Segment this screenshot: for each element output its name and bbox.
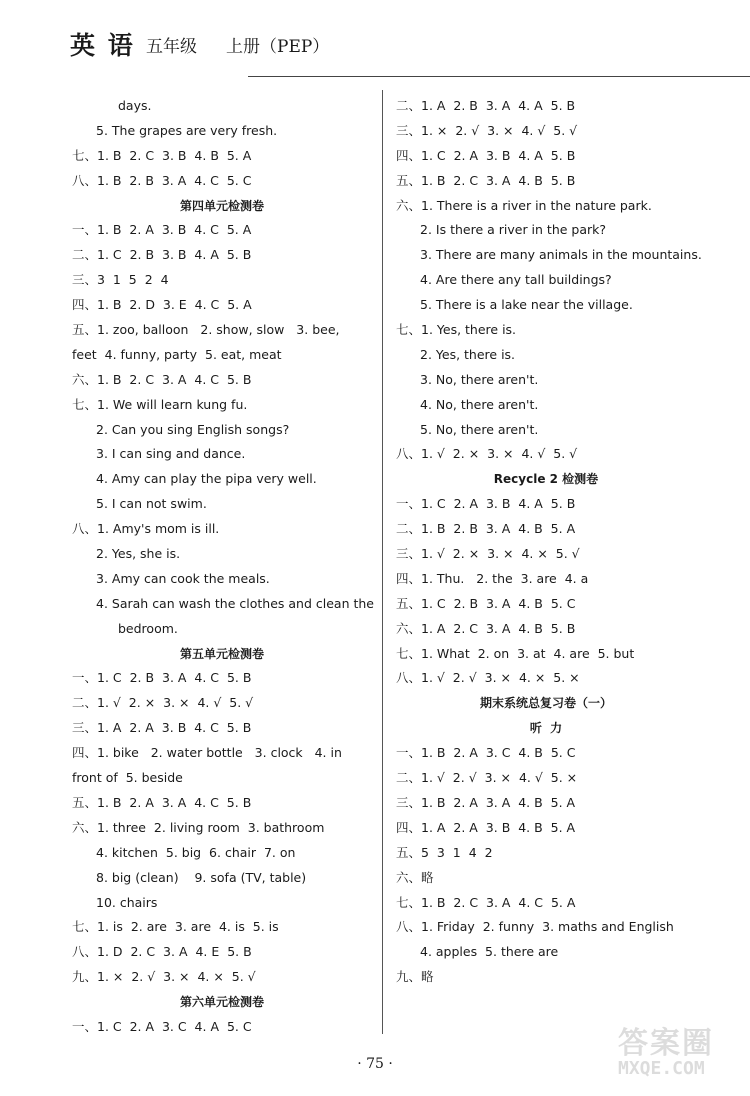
section-heading: 第五单元检测卷 <box>179 646 264 661</box>
answer-line: 八、1. Friday 2. funny 3. maths and English <box>396 919 674 935</box>
answer-line: feet 4. funny, party 5. eat, meat <box>72 346 282 362</box>
answer-line: 3. I can sing and dance. <box>96 446 246 462</box>
section-heading: 第四单元检测卷 <box>179 198 264 213</box>
answer-line: 二、1. B 2. B 3. A 4. B 5. A <box>396 521 576 537</box>
answer-line: 一、1. B 2. A 3. B 4. C 5. A <box>72 222 252 238</box>
answer-line: 七、1. B 2. C 3. A 4. C 5. A <box>396 894 576 910</box>
section-heading: 第六单元检测卷 <box>179 995 264 1010</box>
answer-line: 八、1. Amy's mom is ill. <box>72 521 220 537</box>
answer-line: 七、1. B 2. C 3. B 4. B 5. A <box>72 147 252 163</box>
header-subject: 英 语 <box>70 31 135 60</box>
answer-line: days. <box>118 98 152 113</box>
answer-line: 4. apples 5. there are <box>420 944 559 960</box>
answer-line: 4. Amy can play the pipa very well. <box>96 471 317 487</box>
answer-line: 一、1. C 2. A 3. C 4. A 5. C <box>72 1018 252 1034</box>
answer-line: 五、1. B 2. A 3. A 4. C 5. B <box>72 794 252 810</box>
answer-line: 七、1. We will learn kung fu. <box>72 396 248 412</box>
answer-line: 二、1. √ 2. √ 3. × 4. √ 5. × <box>396 770 578 786</box>
answer-line: 3. Amy can cook the meals. <box>96 570 270 586</box>
answer-line: 八、1. √ 2. √ 3. × 4. × 5. × <box>396 670 580 686</box>
answer-line: 五、1. zoo, balloon 2. show, slow 3. bee, <box>72 322 340 338</box>
answer-line: 5. The grapes are very fresh. <box>96 122 278 138</box>
answer-line: 四、1. B 2. D 3. E 4. C 5. A <box>72 297 252 313</box>
answer-line: 七、1. Yes, there is. <box>396 322 517 338</box>
answer-line: 一、1. C 2. B 3. A 4. C 5. B <box>72 670 252 686</box>
answer-line: 六、1. A 2. C 3. A 4. B 5. B <box>396 620 576 636</box>
answer-line: 六、1. B 2. C 3. A 4. C 5. B <box>72 371 252 387</box>
answer-line: 二、1. √ 2. × 3. × 4. √ 5. √ <box>72 695 254 711</box>
answer-line: 三、1. × 2. √ 3. × 4. √ 5. √ <box>396 122 578 138</box>
answer-line: 四、1. Thu. 2. the 3. are 4. a <box>396 570 589 586</box>
answer-line: 2. Yes, she is. <box>96 546 181 562</box>
answer-line: bedroom. <box>118 620 178 636</box>
header-grade: 五年级 <box>146 37 197 57</box>
answer-line: 4. Are there any tall buildings? <box>420 272 612 288</box>
answer-line: 3. No, there aren't. <box>420 371 539 387</box>
answer-line: 2. Is there a river in the park? <box>420 222 607 238</box>
left-column <box>72 94 372 1040</box>
answer-line: 二、1. C 2. B 3. B 4. A 5. B <box>72 247 252 263</box>
answer-line: 三、1. A 2. A 3. B 4. C 5. B <box>72 720 252 736</box>
answer-line: 六、1. There is a river in the nature park. <box>396 197 652 213</box>
answer-line: 5. I can not swim. <box>96 496 207 512</box>
answer-line: 九、略 <box>396 969 434 985</box>
answer-line: 五、1. C 2. B 3. A 4. B 5. C <box>396 595 576 611</box>
right-column <box>396 94 702 990</box>
watermark-bottom: MXQE.COM <box>618 1058 705 1079</box>
answer-line: 三、1. √ 2. × 3. × 4. × 5. √ <box>396 546 580 562</box>
answer-line: 五、5 3 1 4 2 <box>396 844 493 860</box>
answer-line: 3. There are many animals in the mountains. <box>420 247 702 263</box>
answer-line: 七、1. What 2. on 3. at 4. are 5. but <box>396 645 635 661</box>
answer-line: 六、1. three 2. living room 3. bathroom <box>72 819 325 835</box>
answer-line: 八、1. B 2. B 3. A 4. C 5. C <box>72 172 252 188</box>
answer-line: 一、1. B 2. A 3. C 4. B 5. C <box>396 745 576 761</box>
watermark-logo <box>618 1018 744 1090</box>
answer-line: 七、1. is 2. are 3. are 4. is 5. is <box>72 919 279 935</box>
page-header <box>70 26 740 58</box>
answer-line: 九、1. × 2. √ 3. × 4. × 5. √ <box>72 969 256 985</box>
answer-line: 四、1. C 2. A 3. B 4. A 5. B <box>396 147 576 163</box>
answer-line: 五、1. B 2. C 3. A 4. B 5. B <box>396 172 576 188</box>
answer-line: 一、1. C 2. A 3. B 4. A 5. B <box>396 496 576 512</box>
answer-line: 5. No, there aren't. <box>420 421 539 437</box>
page-number: · 75 · <box>357 1056 393 1072</box>
answer-line: 4. kitchen 5. big 6. chair 7. on <box>96 844 296 860</box>
answer-line: 三、3 1 5 2 4 <box>72 272 169 288</box>
answer-line: 4. Sarah can wash the clothes and clean the <box>96 595 374 611</box>
answer-line: 四、1. bike 2. water bottle 3. clock 4. in <box>72 745 342 761</box>
header-rule <box>248 76 750 77</box>
answer-line: 2. Yes, there is. <box>420 346 516 362</box>
section-heading: 期末系统总复习卷（一） <box>479 696 612 711</box>
header-book: 上册（PEP） <box>226 37 330 57</box>
column-divider <box>382 90 383 1034</box>
answer-line: 八、1. D 2. C 3. A 4. E 5. B <box>72 944 252 960</box>
watermark-top: 答案圈 <box>618 1026 714 1061</box>
answer-line: 4. No, there aren't. <box>420 396 539 412</box>
answer-line: 5. There is a lake near the village. <box>420 297 633 313</box>
answer-line: 四、1. A 2. A 3. B 4. B 5. A <box>396 819 576 835</box>
answer-line: 8. big (clean) 9. sofa (TV, table) <box>96 869 307 885</box>
answer-line: 三、1. B 2. A 3. A 4. B 5. A <box>396 794 576 810</box>
answer-line: 10. chairs <box>96 894 158 910</box>
answer-line: 六、略 <box>396 869 434 885</box>
answer-line: 八、1. √ 2. × 3. × 4. √ 5. √ <box>396 446 578 462</box>
answer-line: 2. Can you sing English songs? <box>96 421 290 437</box>
section-heading: Recycle 2 检测卷 <box>493 472 599 487</box>
section-heading: 听 力 <box>529 721 563 736</box>
answer-line: 二、1. A 2. B 3. A 4. A 5. B <box>396 98 576 113</box>
answer-line: front of 5. beside <box>72 770 183 786</box>
